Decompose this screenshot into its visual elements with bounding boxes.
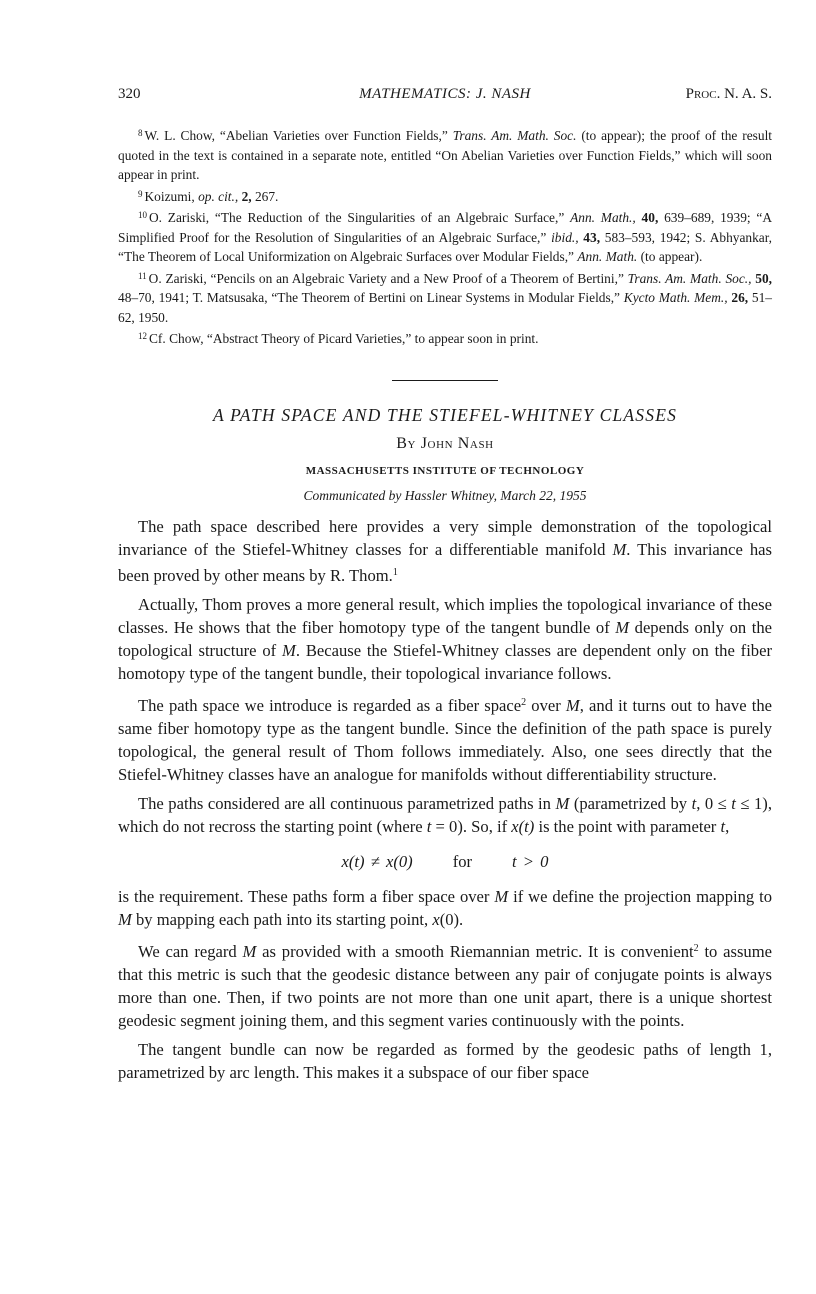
paragraph-4: The paths considered are all continuous parametrized paths in M (parametrized by t, 0 ≤ t ≤ 1), which do not recross the starting point (where t = 0). So, if x(t) is the point with parameter t,	[118, 793, 772, 836]
equation-for: for	[452, 851, 473, 871]
paragraph-2: Actually, Thom proves a more general result, which implies the topological invariance of these classes. He shows that the fiber homotopy type of the tangent bundle of M depends only on the topological structure of M. Because the Stiefel-Whitney classes are dependent only on the fiber homotopy type of the tangent bundle, their topological invariance follows.	[118, 594, 772, 683]
running-title: MATHEMATICS: J. NASH	[359, 86, 531, 102]
journal-abbrev: Proc. N. A. S.	[685, 86, 772, 102]
author-byline: By John Nash	[396, 434, 494, 452]
footnotes	[118, 124, 772, 349]
footnote-11: $^{11}$ O. Zariski, “Pencils on an Algebraic Variety and a New Proof of a Theorem of Bertini,” Trans. Am. Math. Soc., 50, 48–70, 1941; T. Matsusaka, “The Theorem of Bertini on Linear Systems in Modular Fields,” Kycto Math. Mem., 26, 51–62, 1950.	[118, 270, 772, 325]
article-body	[118, 515, 772, 1084]
article-title: A PATH SPACE AND THE STIEFEL-WHITNEY CLASSES	[212, 404, 678, 425]
running-head	[118, 86, 772, 110]
paragraph-5: is the requirement. These paths form a fiber space over M if we define the projection mapping to M by mapping each path into its starting point, x(0).	[118, 886, 773, 929]
paragraph-3: The path space we introduce is regarded as a fiber space$^2$ over M, and it turns out to have the same fiber homotopy type as the tangent bundle. Since the definition of the path space is purely topological, the general result of Thom follows immediately. Also, one sees directly that the Stiefel-Whitney classes have an analogue for manifolds without differentiability structure.	[118, 695, 772, 784]
footnote-10: $^{10}$ O. Zariski, “The Reduction of the Singularities of an Algebraic Surface,” Ann. Math., 40, 639–689, 1939; “A Simplified Proof for the Resolution of Singularities of an Algebraic Surface,” ibid., 43, 583–593, 1942; S. Abhyankar, “The Theorem of Local Uniformization on Algebraic Surfaces over Modular Fields,” Ann. Math. (to appear).	[118, 210, 773, 264]
section-divider	[392, 380, 498, 381]
paragraph-6: We can regard M as provided with a smooth Riemannian metric. It is convenient$^2$ to assume that this metric is such that the geodesic distance between any pair of conjugate points is always more than one. Then, if two points are not more than one unit apart, there is a unique shortest geodesic segment joining them, and this segment varies continuously with the points.	[118, 941, 773, 1030]
communicated-line: Communicated by Hassler Whitney, March 22, 1955	[303, 487, 587, 503]
paragraph-7: The tangent bundle can now be regarded as formed by the geodesic paths of length 1, parametrized by arc length. This makes it a subspace of our fiber space	[118, 1039, 772, 1082]
display-equation	[118, 850, 772, 873]
equation-lhs: x(t) ≠ x(0)	[341, 851, 413, 871]
footnote-8: $^8$ W. L. Chow, “Abelian Varieties over Function Fields,” Trans. Am. Math. Soc. (to appear); the proof of the result quoted in the text is contained in a separate note, entitled “On Abelian Varieties over Function Fields,” which will soon appear in print.	[118, 128, 773, 182]
paragraph-1: The path space described here provides a very simple demonstration of the topological invariance of the Stiefel-Whitney classes for a differentiable manifold M. This invariance has been proved by other means by R. Thom.$^1$	[118, 516, 772, 585]
page-number: 320	[118, 86, 141, 102]
equation-condition: t > 0	[512, 851, 549, 871]
footnote-12: $^{12}$ Cf. Chow, “Abstract Theory of Picard Varieties,” to appear soon in print.	[138, 331, 539, 346]
journal-page	[118, 86, 772, 1090]
footnote-9: $^9$ Koizumi, op. cit., 2, 267.	[138, 188, 279, 204]
affiliation: MASSACHUSETTS INSTITUTE OF TECHNOLOGY	[305, 464, 585, 477]
